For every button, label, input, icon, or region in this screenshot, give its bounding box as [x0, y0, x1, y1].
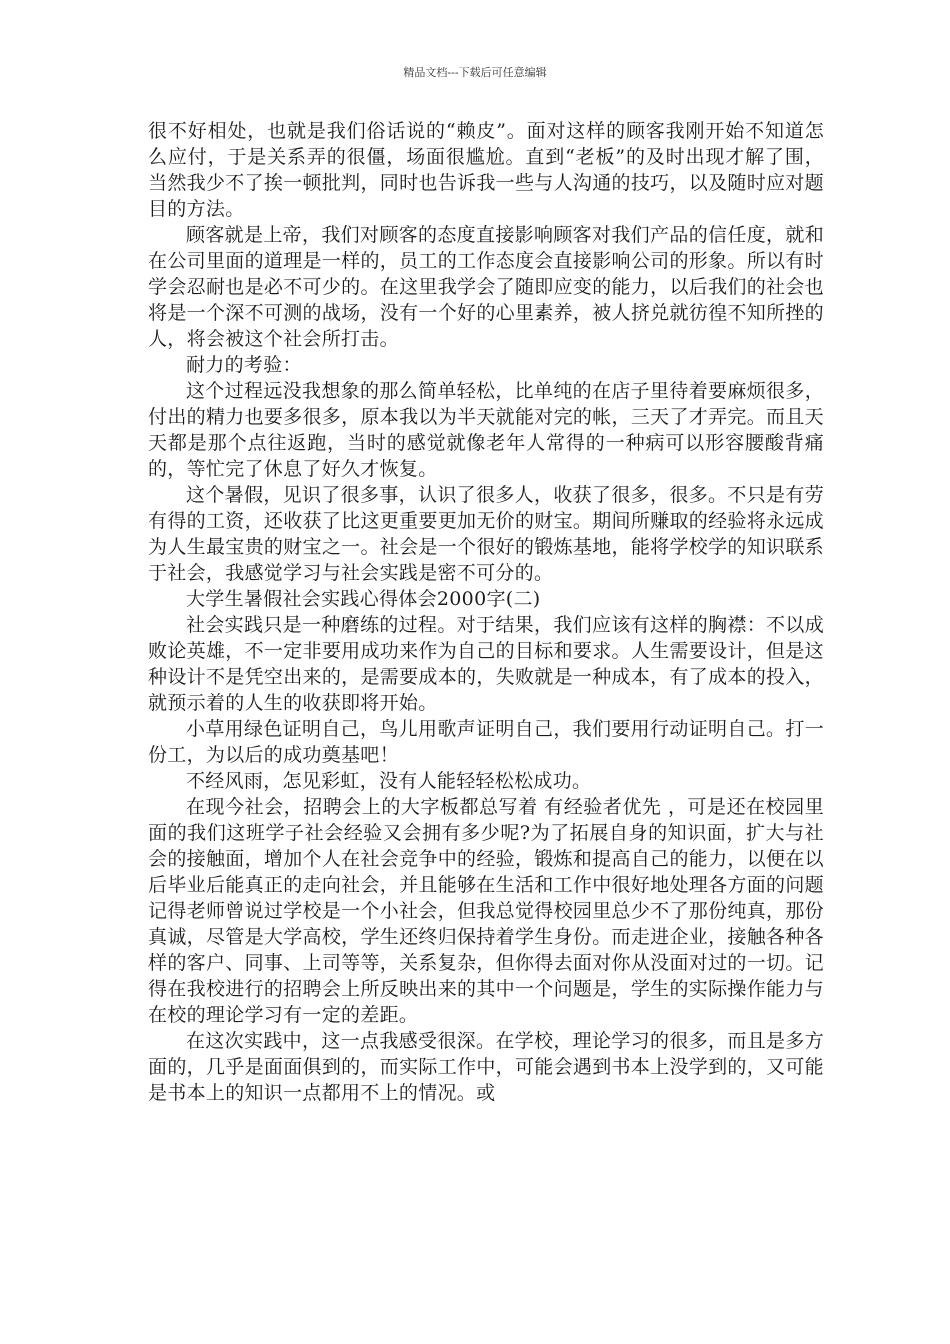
paragraph-3: 这个过程远没我想象的那么简单轻松，比单纯的在店子里待着要麻烦很多，付出的精力也要多很多，原本我以为半天就能对完的帐，三天了才弄完。而且天天都是那个点往返跑，当时的感觉就像老年人常得的一种病可以形容腰酸背痛的，等忙完了休息了好久才恢复。 [148, 380, 824, 480]
paragraph-6: 小草用绿色证明自己，鸟儿用歌声证明自己，我们要用行动证明自己。打一份工，为以后的成功奠基吧！ [148, 718, 824, 766]
section-heading-endurance: 耐力的考验： [186, 354, 302, 376]
document-body [148, 118, 824, 1106]
paragraph-4: 这个暑假，见识了很多事，认识了很多人，收获了很多，很多。不只是有劳有得的工资，还收获了比这更重要更加无价的财宝。期间所赚取的经验将永远成为人生最宝贵的财宝之一。社会是一个很好的锻炼基地，能将学校学的知识联系于社会，我感觉学习与社会实践是密不可分的。 [148, 484, 824, 584]
page-header: 精品文档---下载后可任意编辑 [403, 66, 547, 79]
paragraph-8: 在现今社会，招聘会上的大字板都总写着 有经验者优先 ，可是还在校园里面的我们这班学子社会经验又会拥有多少呢?为了拓展自身的知识面，扩大与社会的接触面，增加个人在社会竞争中的经验，锻炼和提高自己的能力，以便在以后毕业后能真正的走向社会，并且能够在生活和工作中很好地处理各方面的问题记得老师曾说过学校是一个小社会，但我总觉得校园里总少不了那份纯真，那份真诚，尽管是大学高校，学生还终归保持着学生身份。而走进企业，接触各种各样的客户、同事、上司等等，关系复杂，但你得去面对你从没面对过的一切。记得在我校进行的招聘会上所反映出来的其中一个问题是，学生的实际操作能力与在校的理论学习有一定的差距。 [148, 796, 824, 1026]
paragraph-9: 在这次实践中，这一点我感受很深。在学校，理论学习的很多，而且是多方面的，几乎是面面俱到的，而实际工作中，可能会遇到书本上没学到的，又可能是书本上的知识一点都用不上的情况。或 [148, 1030, 824, 1104]
paragraph-1: 很不好相处，也就是我们俗话说的“赖皮”。面对这样的顾客我刚开始不知道怎么应付，于是关系弄的很僵，场面很尴尬。直到“老板”的及时出现才解了围，当然我少不了挨一顿批判，同时也告诉我一些与人沟通的技巧，以及随时应对题目的方法。 [148, 120, 824, 220]
paragraph-5: 社会实践只是一种磨练的过程。对于结果，我们应该有这样的胸襟：不以成败论英雄，不一定非要用成功来作为自己的目标和要求。人生需要设计，但是这种设计不是凭空出来的，是需要成本的，失败就是一种成本，有了成本的投入，就预示着的人生的收获即将开始。 [148, 614, 824, 714]
paragraph-2: 顾客就是上帝，我们对顾客的态度直接影响顾客对我们产品的信任度，就和在公司里面的道理是一样的，员工的工作态度会直接影响公司的形象。所以有时学会忍耐也是必不可少的。在这里我学会了随即应变的能力，以后我们的社会也将是一个深不可测的战场，没有一个好的心里素养，被人挤兑就彷徨不知所挫的人，将会被这个社会所打击。 [148, 224, 824, 350]
paragraph-7: 不经风雨，怎见彩虹，没有人能轻轻松松成功。 [186, 770, 592, 792]
section-title-part-two: 大学生暑假社会实践心得体会2000字(二) [186, 588, 541, 610]
